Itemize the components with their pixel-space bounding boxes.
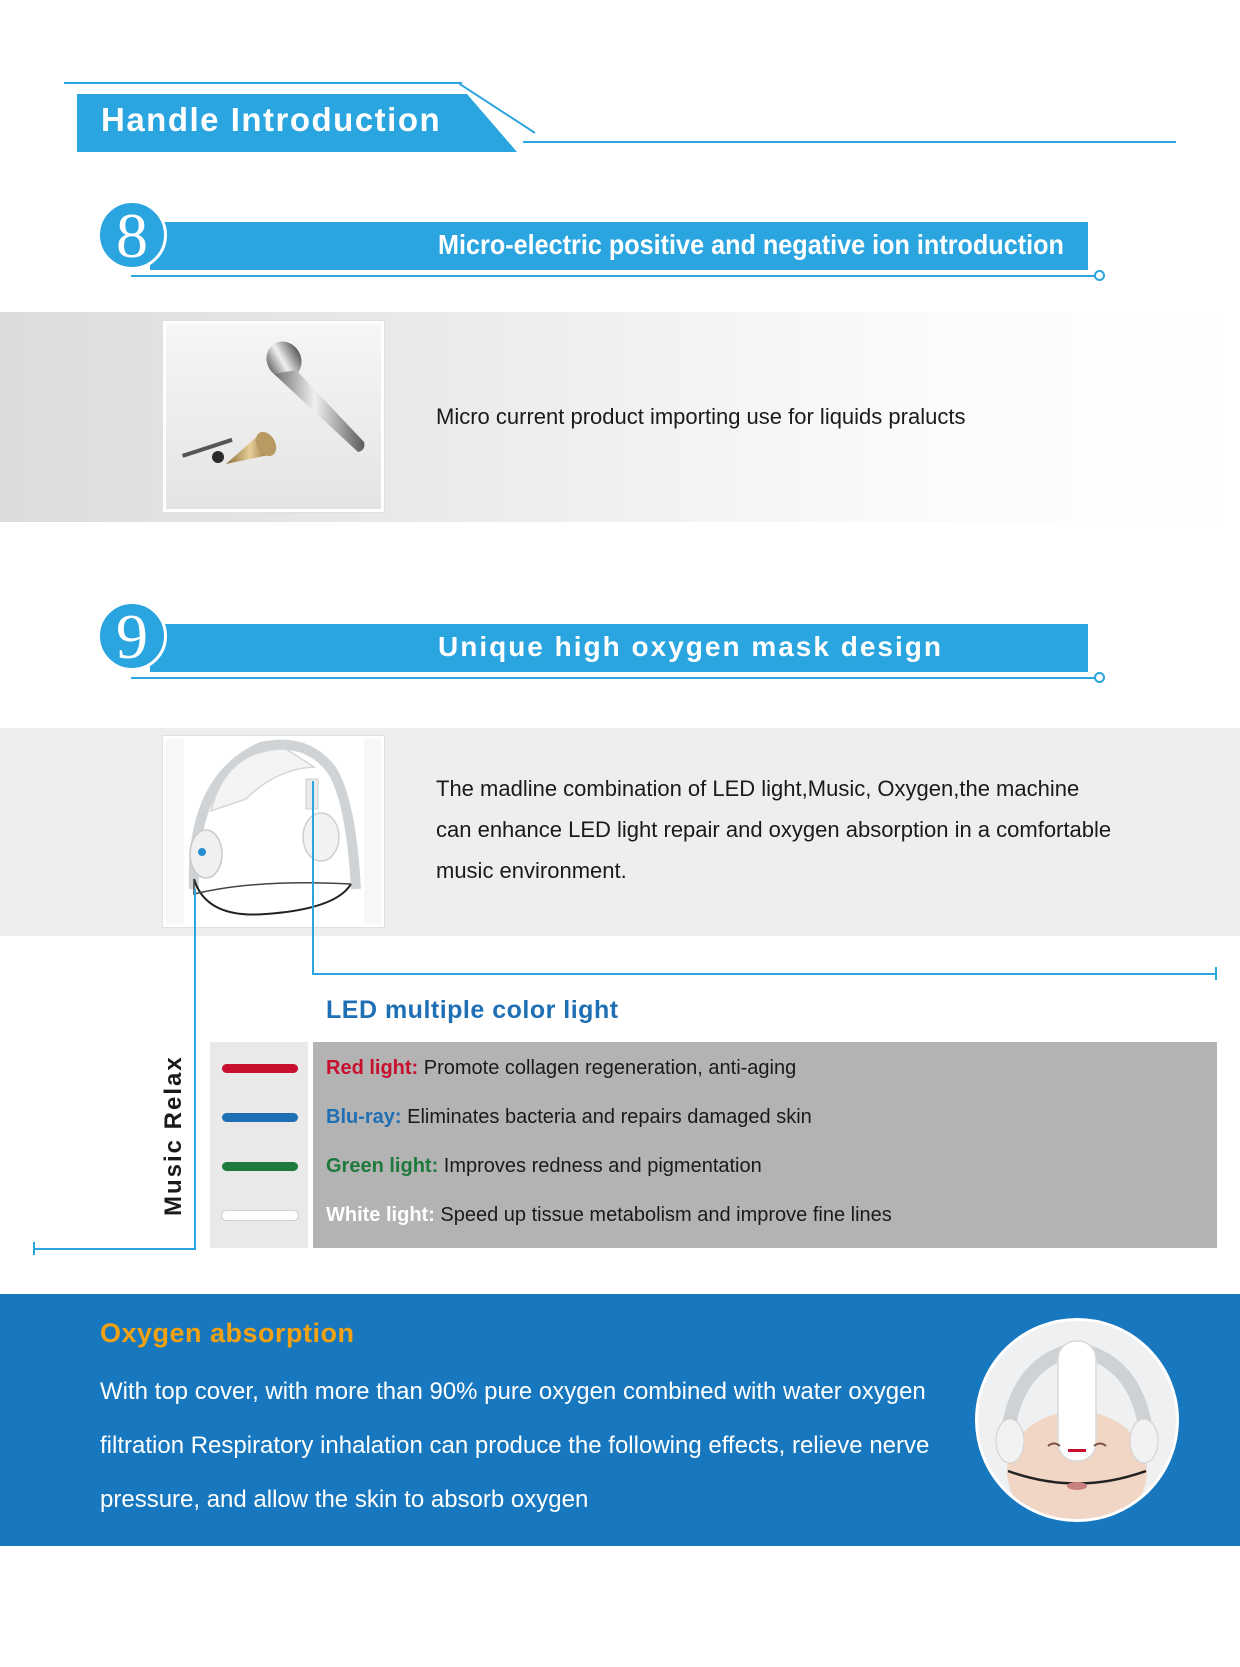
connector-led-endcap: [1215, 967, 1217, 980]
section-9-circle: [97, 601, 167, 671]
section-8-circle: [97, 200, 167, 270]
section-8-number: 8: [116, 200, 148, 271]
led-row-red-text: Promote collagen regeneration, anti-aging: [418, 1057, 797, 1079]
section-8-underline: [131, 275, 1096, 277]
oxygen-line-1: With top cover, with more than 90% pure oxygen combined with water oxygen: [100, 1378, 926, 1405]
led-row-red: [326, 1057, 796, 1080]
header-line-top: [64, 82, 462, 84]
ion-wand-icon: [166, 324, 381, 509]
led-row-white-text: Speed up tissue metabolism and improve fine lines: [434, 1204, 892, 1226]
connector-led-vertical: [312, 781, 314, 974]
led-bar-red: [222, 1064, 298, 1073]
led-title: LED multiple color light: [326, 996, 619, 1024]
section-9-desc-line-3: music environment.: [436, 858, 627, 883]
music-relax-label: Music Relax: [160, 1055, 187, 1216]
led-row-blue: [326, 1106, 812, 1129]
connector-music-endcap: [33, 1242, 35, 1255]
product-image-oxygen-mask: [163, 736, 384, 927]
led-row-white: [326, 1204, 892, 1227]
oxygen-mask-icon: [166, 739, 381, 924]
led-row-red-name: Red light:: [326, 1057, 419, 1079]
section-8-title: Micro-electric positive and negative ion introduction: [438, 229, 1064, 260]
section-9-underline: [131, 677, 1096, 679]
oxygen-line-2: filtration Respiratory inhalation can produce the following effects, relieve nerve: [100, 1432, 930, 1459]
oxygen-text: [100, 1365, 980, 1527]
section-9-dot: [1094, 672, 1105, 683]
page-title: Handle Introduction: [101, 101, 442, 138]
section-9-description: [436, 768, 1111, 891]
face-mask-icon: [978, 1321, 1176, 1519]
section-8-dot: [1094, 270, 1105, 281]
oxygen-mask-photo: [975, 1318, 1179, 1522]
led-bar-green: [222, 1162, 298, 1171]
oxygen-title: Oxygen absorption: [100, 1318, 355, 1348]
section-9-desc-line-2: can enhance LED light repair and oxygen absorption in a comfortable: [436, 817, 1112, 842]
connector-music-horizontal: [33, 1248, 196, 1250]
connector-led-horizontal: [312, 973, 1217, 975]
product-image-ion-wand: [163, 321, 384, 512]
led-row-green-text: Improves redness and pigmentation: [438, 1155, 762, 1177]
header-line-right: [523, 141, 1176, 143]
led-row-green: [326, 1155, 762, 1178]
section-9-desc-line-1: The madline combination of LED light,Music, Oxygen,the machine: [436, 776, 1080, 801]
led-row-blue-name: Blu-ray:: [326, 1106, 402, 1128]
section-9-title: Unique high oxygen mask design: [438, 631, 943, 662]
oxygen-line-3: pressure, and allow the skin to absorb oxygen: [100, 1486, 589, 1513]
section-9-number: 9: [116, 601, 148, 672]
led-row-blue-text: Eliminates bacteria and repairs damaged skin: [401, 1106, 812, 1128]
led-row-green-name: Green light:: [326, 1155, 439, 1177]
connector-music-vertical: [194, 889, 196, 1250]
led-bar-white: [222, 1211, 298, 1220]
led-bar-blue: [222, 1113, 298, 1122]
section-8-description: Micro current product importing use for liquids pralucts: [436, 404, 966, 429]
led-row-white-name: White light:: [326, 1204, 435, 1226]
